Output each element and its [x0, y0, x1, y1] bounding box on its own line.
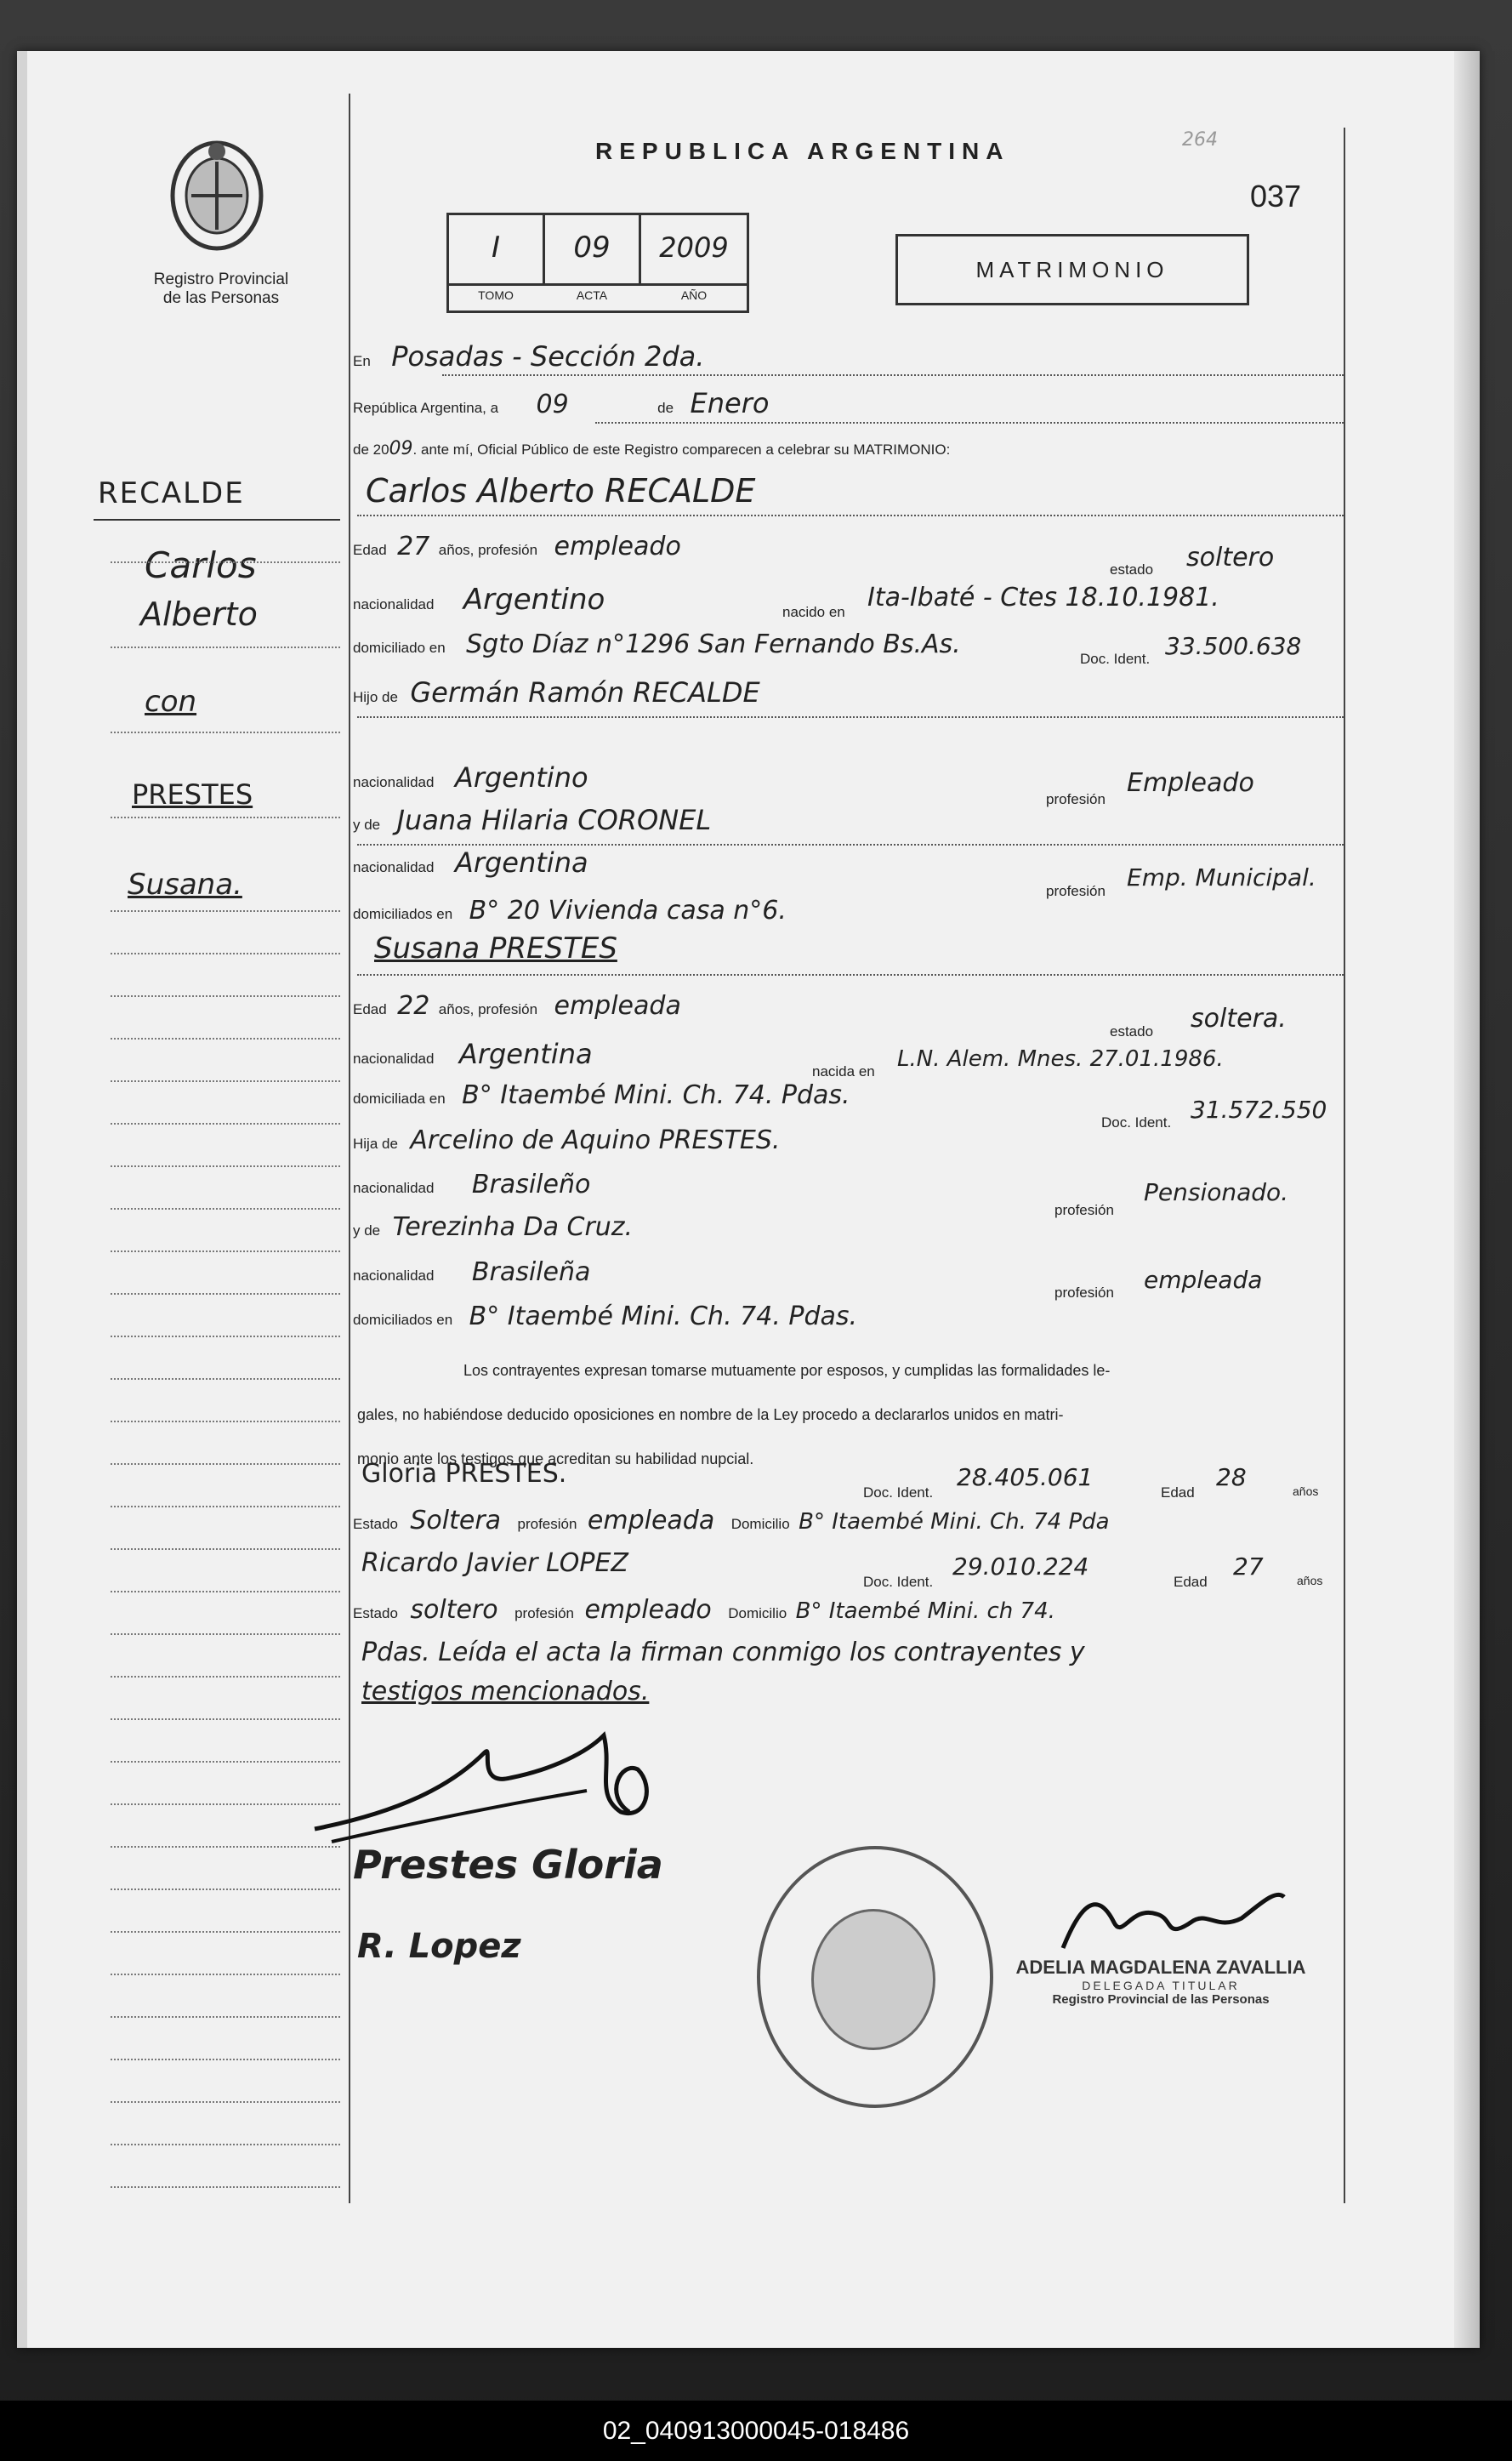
- record-type-box: [895, 234, 1249, 305]
- day-value: 09: [536, 390, 569, 419]
- year-value: 09: [389, 438, 413, 459]
- margin-given1a: Carlos: [145, 544, 257, 586]
- officer-stamp: ADELIA MAGDALENA ZAVALLIA DELEGADA TITULAR Registro Provincial de las Personas: [1015, 1957, 1306, 2007]
- witness2-status-row: Estado soltero profesión empleado Domicilio B° Itaembé Mini. ch 74.: [353, 1595, 1055, 1625]
- coat-of-arms-icon: [166, 136, 268, 255]
- bride-parents-address-row: domiciliados en B° Itaembé Mini. Ch. 74. Pdas.: [353, 1302, 858, 1331]
- groom-father-row: Hijo de Germán Ramón RECALDE: [353, 676, 760, 709]
- margin-line: [349, 94, 350, 2203]
- groom-address-row: domiciliado en Sgto Díaz n°1296 San Fernando Bs.As.: [353, 629, 961, 659]
- groom-nationality-row: nacionalidad Argentino: [353, 583, 605, 617]
- margin-surname2: PRESTES: [132, 778, 253, 811]
- bride-mother-row: y de Terezinha Da Cruz.: [353, 1212, 634, 1242]
- date-row: República Argentina, a 09 de Enero: [353, 387, 770, 419]
- bride-nationality-row: nacionalidad Argentina: [353, 1038, 593, 1070]
- location-row: En Posadas - Sección 2da.: [353, 340, 705, 373]
- page-number: 037: [1250, 179, 1302, 214]
- groom-age-row: Edad 27 años, profesión empleado: [353, 532, 681, 561]
- bride-father-nat-row: nacionalidad Brasileño: [353, 1170, 591, 1199]
- contractor-signature: [298, 1718, 706, 1854]
- year-row: de 2009. ante mí, Oficial Público de este Registro comparecen a celebrar su MATRIMONIO:: [353, 438, 951, 459]
- witness1-status-row: Estado Soltera profesión empleada Domicilio B° Itaembé Mini. Ch. 74 Pda: [353, 1506, 1110, 1535]
- registry-name: Registro Provincial de las Personas: [153, 271, 289, 307]
- groom-mother-row: y de Juana Hilaria CORONEL: [353, 804, 712, 836]
- bride-age-row: Edad 22 años, profesión empleada: [353, 991, 681, 1021]
- groom-parents-address-row: domiciliados en B° 20 Vivienda casa n°6.: [353, 896, 787, 926]
- witness1-signature: Prestes Gloria: [353, 1842, 663, 1888]
- country-title: REPUBLICA ARGENTINA: [595, 138, 1010, 164]
- witness1-row: Gloria PRESTES.: [361, 1459, 567, 1489]
- record-boxes: [446, 213, 749, 313]
- legal-text: Los contrayentes expresan tomarse mutuamente por esposos, y cumplidas las formalidades le- gales, no habiéndose deducido oposiciones en nombre de la Ley procedo a declararlos unidos en matri- monio ante los testigos que acreditan su habilidad nupcial.: [357, 1362, 1111, 1467]
- footer-code: 02_040913000045-018486: [0, 2401, 1512, 2461]
- location-value: Posadas - Sección 2da.: [391, 340, 705, 373]
- anio-value: 2009: [659, 231, 729, 264]
- bride-address-row: domiciliada en B° Itaembé Mini. Ch. 74. Pdas.: [353, 1080, 850, 1110]
- margin-con: con: [145, 685, 197, 719]
- acta-label: ACTA: [576, 288, 608, 302]
- tomo-label: TOMO: [478, 288, 514, 302]
- record-type: MATRIMONIO: [975, 257, 1169, 282]
- groom-father-nat-row: nacionalidad Argentino: [353, 761, 588, 794]
- margin-surname1: RECALDE: [98, 476, 245, 510]
- bride-father-row: Hija de Arcelino de Aquino PRESTES.: [353, 1125, 781, 1155]
- pencil-note: 264: [1182, 129, 1218, 151]
- acta-value: 09: [573, 231, 611, 265]
- groom-name: Carlos Alberto RECALDE: [366, 472, 756, 510]
- bride-name: Susana PRESTES: [374, 931, 617, 966]
- margin-given2: Susana.: [128, 868, 242, 902]
- register-page: Registro Provincial de las Personas REPUBLICA ARGENTINA 264 037 I 09 2009 TOMO ACTA AÑO MATRIMONIO RECALDE Carlos Alberto con PRESTES Susana. En Posadas - Sección 2da. República Argentina, a 09 de Enero de 2009. ante mí, Oficial Público de este Registro comparecen a celebrar su MATRIMONIO: Carlos Alberto RECALDE Edad 27 años, profesión empleado estado soltero nacionalidad Argentino nacido en Ita-Ibaté - Ctes 18.10.1981. domiciliado en Sgto Díaz n°1296 San Fernando Bs.As. Doc. Ident. 33.500.638 Hijo de Germán Ramón RECALDE nacionalidad Argentino profesión Empleado y de Juana Hilaria CORONEL nacionalidad Argentina profesión Emp. Municipal. domiciliados en B° 20 Vivienda casa n°6. Susana PRESTES Edad 22 años, profesión empleada estado soltera. nacionalidad Argentina nacida en L.N. Alem. Mnes. 27.01.1986. domiciliada en B° Itaembé Mini. Ch. 74. Pdas. Doc. Ident. 31.572.550 Hija de Arcelino de Aquino PRESTES. nacionalidad Brasileño profesión Pensionado. y de Terezinha Da Cruz. nacionalidad Brasileña profesión empleada domiciliados en B° Itaembé Mini. Ch. 74. Pdas. Los contrayentes expresan tomarse mutuamente por esposos, y cumplidas las formalidades le- gales, no habiéndose deducido oposiciones en nombre de la Ley procedo a declararlos unidos en matri- monio ante los testigos que acreditan su habilidad nupcial. Gloria PRESTES. Doc. Ident. 28.405.061 Edad 28 años Estado Soltera profesión empleada Domicilio B° Itaembé Mini. Ch. 74 Pda Ricardo Javier LOPEZ Doc. Ident. 29.010.224 Edad 27 años Estado soltero profesión empleado Domicilio B° Itaembé Mini. ch 74. Pdas. Leída el acta la firman conmigo los contrayentes y testigos mencionados. Prestes Gloria R. Lopez ADELIA MAGDALENA ZAVALLIA DELEGADA TITULAR Registro Provincial de las Personas: [17, 51, 1480, 2348]
- margin-given1b: Alberto: [140, 595, 258, 633]
- official-seal-icon: [757, 1846, 993, 2108]
- witness2-row: Ricardo Javier LOPEZ: [361, 1548, 628, 1578]
- month-value: Enero: [690, 387, 770, 419]
- tomo-value: I: [491, 231, 501, 265]
- closing-text: Pdas. Leída el acta la firman conmigo los contrayentes y testigos mencionados.: [361, 1638, 1085, 1706]
- bride-mother-nat-row: nacionalidad Brasileña: [353, 1257, 591, 1287]
- witness2-signature: R. Lopez: [357, 1927, 521, 1966]
- anio-label: AÑO: [680, 288, 708, 302]
- groom-mother-nat-row: nacionalidad Argentina: [353, 846, 588, 879]
